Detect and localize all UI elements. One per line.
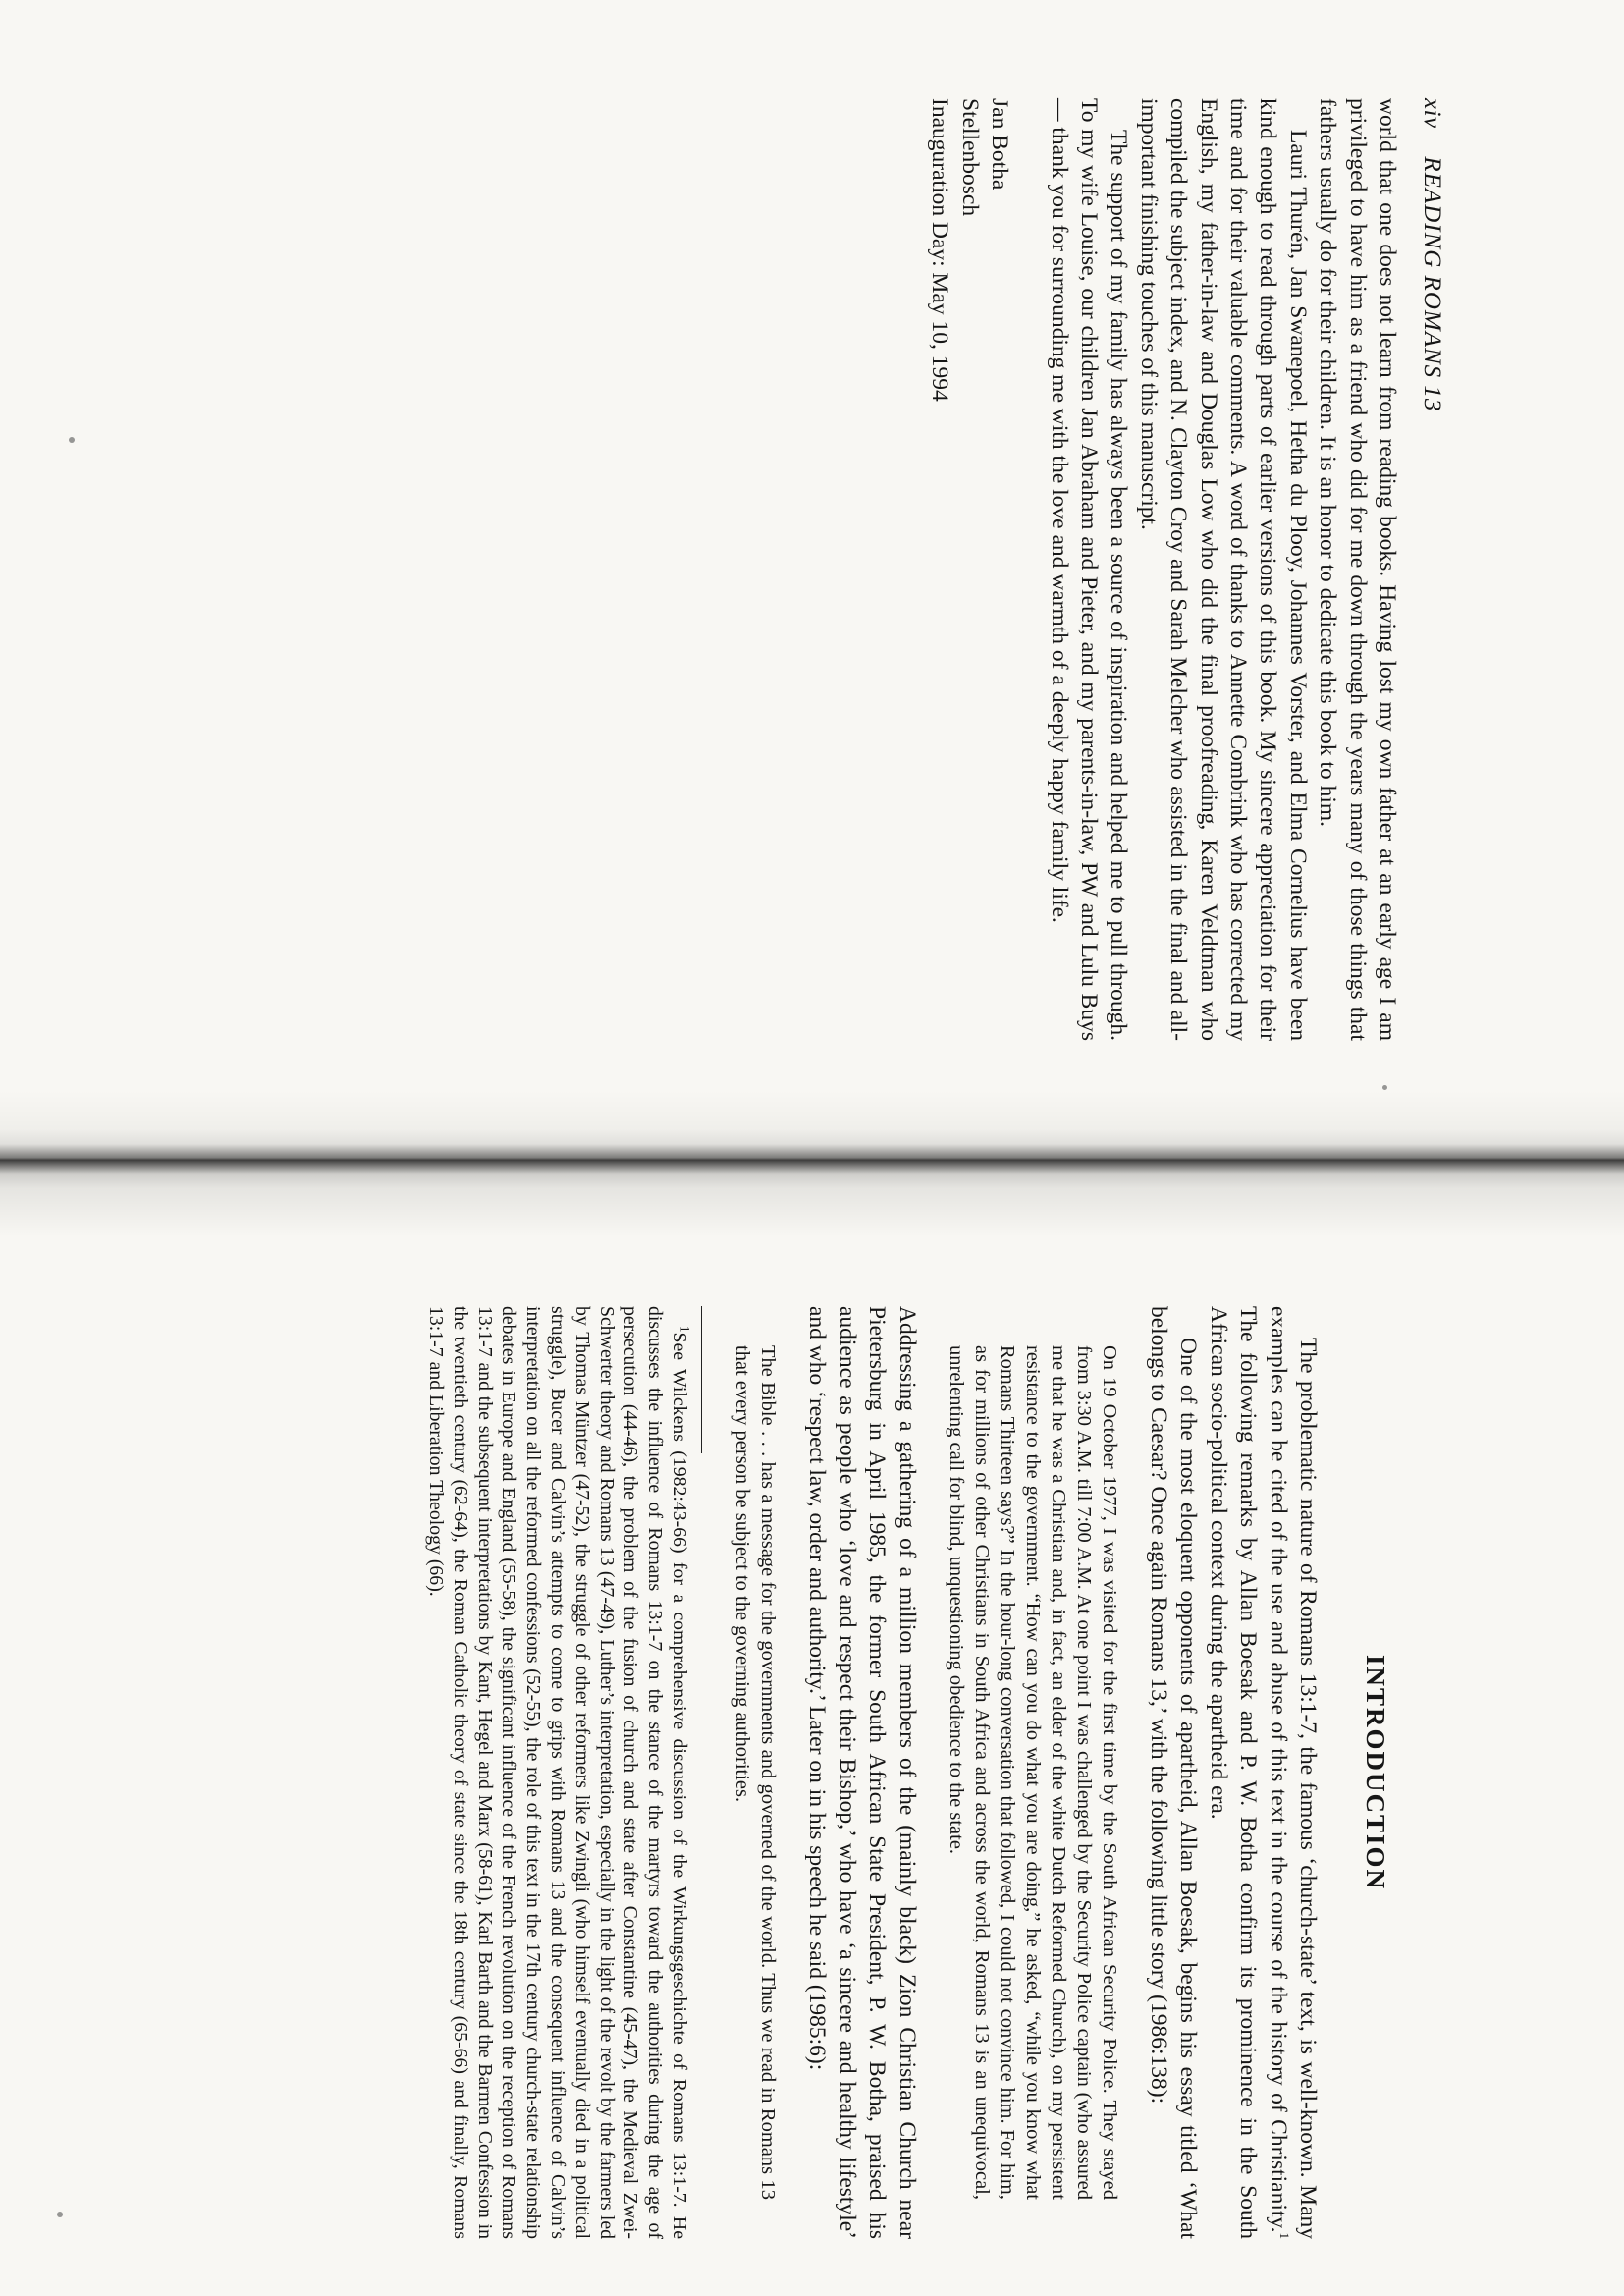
dust-speck (1382, 1085, 1387, 1090)
intro-text-b: The following remarks by Allan Boesak and P. W. Botha confirm its prominence in the South African socio-political context during the apartheid era. (1205, 1306, 1262, 2239)
left-page (157, 39, 1463, 1070)
dust-speck (57, 2212, 63, 2217)
paragraph-family: The support of my family has always been a source of inspiration and helped me to pull through. To my wife Louise, our children Jan Abraham and Pieter, and my parents-in-law, PW and Lulu Buys — thank you for surrounding me with the love and warmth of a deeply happy family life. (1046, 98, 1132, 1041)
author-name: Jan Botha (987, 98, 1013, 191)
footnote-reference: 1 (1276, 2232, 1292, 2239)
block-quote-botha: The Bible . . . has a message for the governments and governed of the world. Thus we read in Romans 13 that every person be subject to the governing authorities. (731, 1345, 779, 2200)
footnote-divider (701, 1306, 702, 1453)
page-number: xiv (1419, 98, 1445, 129)
right-page (79, 1267, 1414, 2259)
signoff (925, 98, 1014, 1041)
book-spine-gutter (0, 1129, 1624, 1188)
intro-text-a: The problematic nature of Romans 13:1-7, the famous ‘church-state’ text, is well-known. Many examples can be cited of the use and abuse of this text in the course of the history of Christianity. (1265, 1306, 1321, 2239)
footnote (423, 1306, 691, 2239)
paragraph-dedication: world that one does not learn from reading books. Having lost my own father at an early age I am privileged to have him as a friend who did for me down through the years many of those things that fathers usually do for their children. It is an honor to dedicate this book to him. (1315, 98, 1400, 1041)
paragraph-botha: Addressing a gathering of a million members of the (mainly black) Zion Christian Church near Pietersburg in April 1985, the former South African State President, P. W. Botha, praised his audience as people who ‘love and respect their Bishop,’ who have ‘a sincere and healthy lifestyle’ and who ‘respect law, order and authority.’ Later on in his speech he said (1985:6): (804, 1306, 920, 2239)
signoff-date: Inauguration Day: May 10, 1994 (927, 98, 953, 402)
chapter-title: INTRODUCTION (1361, 1654, 1390, 1891)
running-head (1418, 98, 1445, 1041)
block-quote-boesak: On 19 October 1977, I was visited for the first time by the South African Security Police. They stayed from 3:30 A.M. till 7:00 A.M. At one point I was challenged by the Security Police captain (who assured me that he was a Christian and, in fact, an elder of the white Dutch Reformed Church), on my persistent resistance to the government. “How can you do what you are doing,” he asked, “while you know what Romans Thirteen says?” In the hour-long conversation that followed, I could not convince him. For him, as for millions of other Christians in South Africa and across the world, Romans 13 is an unequivocal, unrelenting call for blind, unquestioning obedience to the state. (945, 1345, 1120, 2200)
paragraph-intro (1203, 1306, 1323, 2239)
running-head-title: READING ROMANS 13 (1419, 156, 1445, 412)
dust-speck (69, 437, 75, 443)
paragraph-acknowledgements: Lauri Thurén, Jan Swanepoel, Hetha du Plooy, Johannes Vorster, and Elma Cornelius have been kind enough to read through parts of earlier versions of this book. My sincere appreciation for their time and for their valuable comments. A word of thanks to Annette Combrink who has corrected my English, my father-in-law and Douglas Low who did the final proofreading, Karen Veldtman who compiled the subject index, and N. Clayton Croy and Sarah Melcher who assisted in the final and all-important finishing touches of this manuscript. (1135, 98, 1311, 1041)
signoff-place: Stellenbosch (956, 98, 983, 217)
footnote-number: 1 (677, 1326, 693, 1333)
paragraph-boesak: One of the most eloquent opponents of apartheid, Allan Boesak, begins his essay titled ‘What belongs to Caesar? Once again Romans 13,’ with the following little story (1986:138): (1145, 1306, 1202, 2239)
footnote-text: See Wilckens (1982:43-66) for a comprehensive discussion of the Wirkungsgeschichte of Romans 13:1-7. He discusses the influence of Romans 13:1-7 on the stance of the martyrs toward the authorities during the age of persecution (44-46), the problem of the fusion of church and state after Constantine (45-47), the Medieval Zwei-Schwerter theory and Romans 13 (47-49), Luther’s interpretation, especially in the light of the revolt by the farmers led by Thomas Müntzer (47-52), the struggle of other reformers like Zwingli (who himself eventually died in a political struggle), Bucer and Calvin’s attempts to come to grips with Romans 13 and the consequent influence of Calvin’s interpretation on all the reformed confessions (52-55), the role of this text in the 17th century church-state relationship debates in Europe and England (55-58), the significant influence of the French revolution on the reception of Romans 13:1-7 and the subsequent interpretations by Kant, Hegel and Marx (58-61), Karl Barth and the Barmen Confession in the twentieth century (62-64), the Roman Catholic theory of state since the 18th century (65-66) and finally, Romans 13:1-7 and Liberation Theology (66). (424, 1306, 690, 2239)
